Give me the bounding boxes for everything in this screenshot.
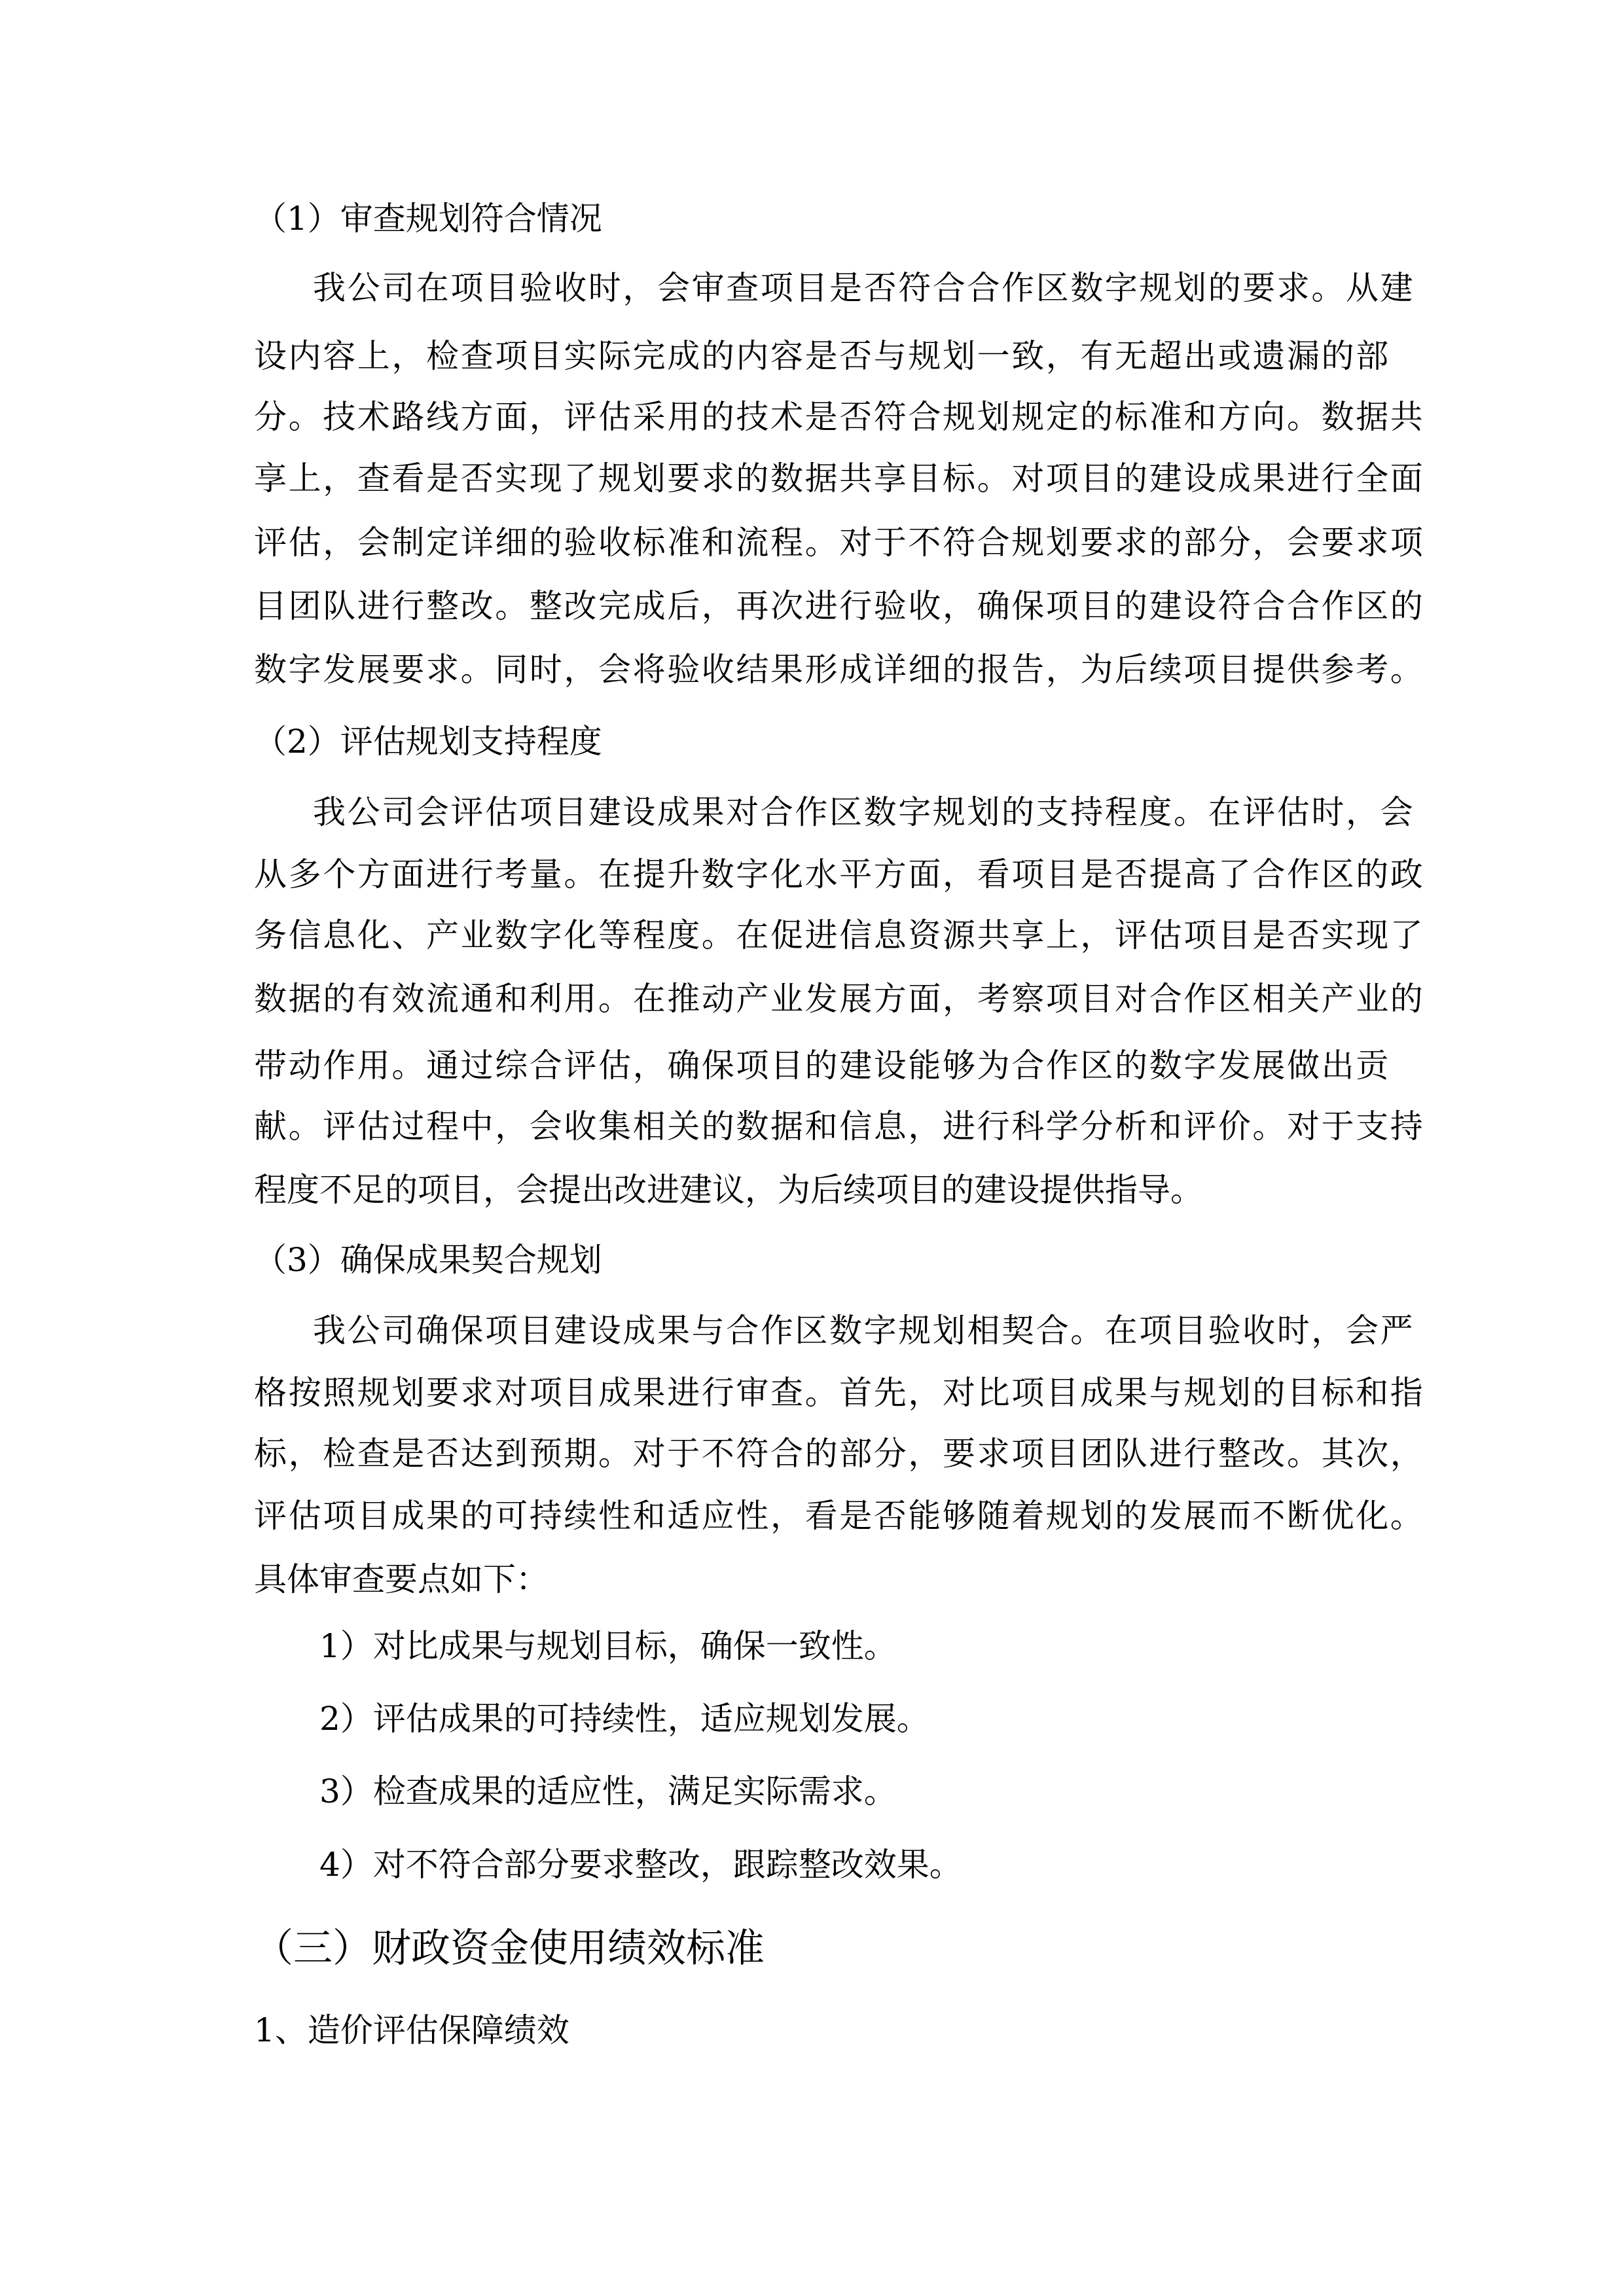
section1-paragraph-line: 我公司在项目验收时，会审查项目是否符合合作区数字规划的要求。从建 [313,269,1415,307]
section1-heading: （1）审查规划符合情况 [254,200,602,238]
section1-paragraph-line: 分。技术路线方面，评估采用的技术是否符合规划规定的标准和方向。数据共 [254,398,1425,436]
review-point-item: 2）评估成果的可持续性，适应规划发展。 [319,1700,929,1738]
review-point-item: 4）对不符合部分要求整改，跟踪整改效果。 [319,1846,962,1884]
section1-paragraph-line: 设内容上，检查项目实际完成的内容是否与规划一致，有无超出或遗漏的部 [254,337,1390,375]
section2-paragraph-line: 带动作用。通过综合评估，确保项目的建设能够为合作区的数字发展做出贡 [254,1047,1390,1085]
section2-paragraph-line: 从多个方面进行考量。在提升数字化水平方面，看项目是否提高了合作区的政 [254,855,1425,893]
section2-paragraph-line: 献。评估过程中，会收集相关的数据和信息，进行科学分析和评价。对于支持 [254,1107,1425,1145]
section3-paragraph-line: 标，检查是否达到预期。对于不符合的部分，要求项目团队进行整改。其次， [254,1435,1425,1473]
section1-paragraph-line: 享上，查看是否实现了规划要求的数据共享目标。对项目的建设成果进行全面 [254,459,1425,497]
section1-paragraph-line: 目团队进行整改。整改完成后，再次进行验收，确保项目的建设符合合作区的 [254,587,1425,625]
section3-paragraph-line: 格按照规划要求对项目成果进行审查。首先，对比项目成果与规划的目标和指 [254,1374,1425,1412]
chapter-heading: （三）财政资金使用绩效标准 [254,1926,765,1971]
section2-paragraph-line: 我公司会评估项目建设成果对合作区数字规划的支持程度。在评估时，会 [313,793,1415,831]
section3-paragraph-line: 我公司确保项目建设成果与合作区数字规划相契合。在项目验收时，会严 [313,1312,1415,1350]
review-point-item: 1）对比成果与规划目标，确保一致性。 [319,1627,897,1665]
section1-paragraph-line: 数字发展要求。同时，会将验收结果形成详细的报告，为后续项目提供参考。 [254,651,1425,689]
section2-paragraph-line: 务信息化、产业数字化等程度。在促进信息资源共享上，评估项目是否实现了 [254,916,1425,954]
subheading: 1、造价评估保障绩效 [254,2011,569,2049]
section3-heading: （3）确保成果契合规划 [254,1241,602,1279]
section2-heading: （2）评估规划支持程度 [254,723,602,761]
section1-paragraph-line: 评估，会制定详细的验收标准和流程。对于不符合规划要求的部分，会要求项 [254,524,1425,562]
section3-paragraph-line: 评估项目成果的可持续性和适应性，看是否能够随着规划的发展而不断优化。 [254,1497,1425,1535]
review-point-item: 3）检查成果的适应性，满足实际需求。 [319,1772,897,1810]
section3-paragraph-line: 具体审查要点如下： [254,1560,549,1598]
section2-paragraph-line: 数据的有效流通和利用。在推动产业发展方面，考察项目对合作区相关产业的 [254,980,1425,1018]
section2-paragraph-line: 程度不足的项目，会提出改进建议，为后续项目的建设提供指导。 [254,1171,1203,1209]
